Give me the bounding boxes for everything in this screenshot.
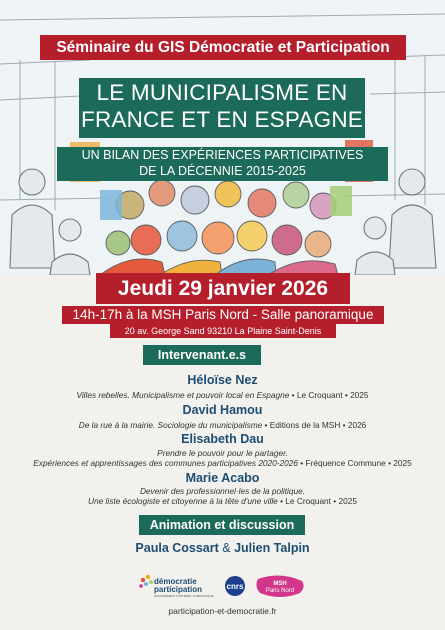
speaker-book-line-2 bbox=[0, 496, 445, 506]
cnrs-text: cnrs bbox=[226, 582, 244, 591]
book-title: Devenir des professionnel·les de la politique. bbox=[139, 486, 306, 496]
speaker-name: Héloïse Nez bbox=[187, 373, 258, 387]
event-time-place: 14h-17h à la MSH Paris Nord - Salle panoramique bbox=[62, 306, 384, 324]
book-title: Prendre le pouvoir pour le partager. bbox=[157, 448, 288, 458]
title-banner bbox=[79, 78, 365, 138]
moderators bbox=[0, 541, 445, 555]
speakers-heading: Intervenant.e.s bbox=[143, 345, 261, 365]
gis-logo bbox=[139, 575, 213, 598]
subtitle-banner bbox=[57, 147, 388, 181]
subtitle-line-2: DE LA DÉCENNIE 2015-2025 bbox=[139, 164, 306, 178]
speaker-name: David Hamou bbox=[182, 403, 263, 417]
speaker-book-line-1 bbox=[0, 486, 445, 496]
book-title: Expériences et apprentissages des communes participatives 2020-2026 bbox=[33, 458, 298, 468]
speaker-book-line-2 bbox=[0, 458, 445, 468]
book-meta: • Editions de la MSH • 2026 bbox=[262, 420, 367, 430]
book-title: Villes rebelles. Municipalisme et pouvoir local en Espagne bbox=[76, 390, 290, 400]
msh-logo bbox=[256, 575, 303, 597]
gis-line-2: participation bbox=[154, 585, 203, 594]
event-address: 20 av. George Sand 93210 La Plaine Saint-Denis bbox=[110, 324, 336, 338]
speaker-book bbox=[0, 390, 445, 400]
event-date: Jeudi 29 janvier 2026 bbox=[96, 273, 350, 304]
seminar-banner: Séminaire du GIS Démocratie et Participation bbox=[40, 35, 406, 60]
moderator-name: Julien Talpin bbox=[234, 541, 310, 555]
cnrs-logo bbox=[225, 576, 245, 596]
ampersand: & bbox=[218, 541, 235, 555]
book-title: Une liste écologiste et citoyenne à la tête d'une ville bbox=[88, 496, 278, 506]
footer-url[interactable]: participation-et-democratie.fr bbox=[168, 606, 277, 616]
moderator-name: Paula Cossart bbox=[135, 541, 219, 555]
logos-svg bbox=[0, 573, 445, 603]
speaker-name: Elisabeth Dau bbox=[181, 432, 264, 446]
book-meta: • Fréquence Commune • 2025 bbox=[298, 458, 412, 468]
title-line-1: LE MUNICIPALISME EN bbox=[96, 80, 348, 105]
gis-line-1: démocratie bbox=[154, 577, 197, 586]
book-title: De la rue à la mairie. Sociologie du municipalisme bbox=[78, 420, 263, 430]
msh-line-2: Paris Nord bbox=[265, 588, 295, 594]
subtitle-line-1: UN BILAN DES EXPÉRIENCES PARTICIPATIVES bbox=[81, 148, 364, 162]
book-meta: • Le Croquant • 2025 bbox=[289, 390, 369, 400]
book-meta: • Le Croquant • 2025 bbox=[277, 496, 357, 506]
gis-tagline: GROUPEMENT D'INTÉRÊT SCIENTIFIQUE bbox=[154, 594, 214, 598]
speaker-book-line-1 bbox=[0, 448, 445, 458]
speaker-book bbox=[0, 420, 445, 430]
msh-line-1: MSH bbox=[273, 581, 287, 587]
title-line-2: FRANCE ET EN ESPAGNE bbox=[81, 107, 363, 132]
animation-heading: Animation et discussion bbox=[139, 515, 305, 535]
partner-logos bbox=[0, 573, 445, 603]
speaker-name: Marie Acabo bbox=[185, 471, 260, 485]
